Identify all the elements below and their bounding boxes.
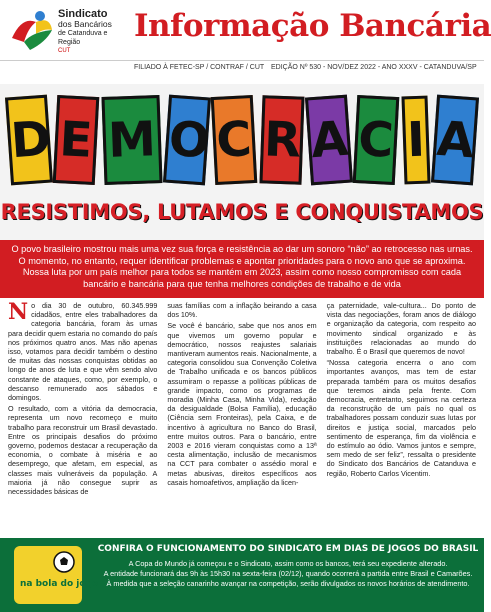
article-column-1 [8,301,157,537]
union-name-line2: dos Bancários [58,19,112,29]
democracia-letter: A [305,95,353,186]
article-paragraph: “Nossa categoria encerra o ano com importantes avanços, mas tem de estar preparada também para os muitos desafios que teremos ainda pela frente. Com democracia, entretanto, seguimos na certeza da reconstrução de um país no qual os trabalhadores possam conduzir suas lutas por direitos e justiça social, marcados pelo sentimento de esperança, fim da violência e do estímulo ao ódio. Vamos juntos e sempre, sem medo de ser feliz”, ressalta o presidente do Sindicato dos Bancários de Catanduva e região, Roberto Carlos Vicentim. [326,358,476,478]
democracia-letter: R [259,95,304,184]
democracia-letter: E [53,95,100,185]
banner-line: À medida que a seleção canarinho avançar na competição, serão divulgados os novos horários de atendimento. [106,579,470,588]
article-paragraph [8,301,157,402]
soccer-ball-icon [14,546,99,604]
democracia-lettering [8,94,476,186]
article-paragraph: O resultado, com a vitória da democracia, representa um novo recomeço e muito trabalho para reconstruir um Brasil devastado. Entre os principais desafios do próximo governo, podemos destacar a recuperação da economia, o combate à miséria e ao desemprego, que afetam, em especial, as classes mais vulneráveis da população. A maioria já não consegue suprir as necessidades básicas de [8,404,158,497]
democracia-letter: C [211,95,258,185]
union-name-line1: Sindicato [58,8,108,20]
banner-line: A entidade funcionará das 9h às 15h30 na sexta-feira (02/12), quando ocorrerá a partida entre Brasil e Camarões. [103,569,473,578]
hero-illustration [0,84,484,240]
headline: RESISTIMOS, LUTAMOS E CONQUISTAMOS [0,200,484,224]
intro-box [0,240,484,298]
democracia-letter: A [431,95,479,186]
democracia-letter: O [163,95,211,186]
article-paragraph: suas famílias com a inflação beirando a casa dos 10%. [167,301,317,320]
union-logo-icon [6,8,58,56]
democracia-letter: I [401,96,430,185]
banner-text [96,559,480,589]
article-body [8,301,476,537]
union-name-line4: CUT [58,48,71,54]
intro-text: O povo brasileiro mostrou mais uma vez sua força e resistência ao dar um sonoro “não” ao retrocesso nas urnas. O momento, no entanto, requer identificar problemas e apontar prioridades para o novo ano que se aproxima. Nossa luta por um país melhor para todos se mantém em 2023, assim como nosso compromisso com cada bancário e bancária para que tenha melhores condições de trabalho e de vida [11,244,473,289]
masthead [0,0,491,84]
article-column-3 [327,301,476,537]
article-paragraph: Se você é bancário, sabe que nos anos em que vivemos um governo popular e democrático, nossos reajustes salariais mantiveram aumentos reais. Nacionalmente, a categoria consolidou sua Convenção Coletiva de Trabalho unificada e os bancos públicos assumiram o repasse a políticas públicas de grande impacto, como os programas de moradia (Minha Casa, Minha Vida), redução da desigualdade (Bolsa Família), educação (Ciência sem Fronteiras), pela Caixa, e de incentivo à agricultura no Banco do Brasil, entre muitos outros. Para o bancário, entre 2003 e 2016 vieram conquistas como a 13ª cesta alimentação, inclusão de mecanismos na CCT para combater o assédio moral e metas abusivas, direitos específicos aos casais homoafetivos, ampliação da licen- [167,321,317,487]
democracia-letter: C [353,95,400,185]
article-column-2 [167,301,316,537]
democracia-letter: D [5,95,53,186]
world-cup-banner [0,538,484,612]
article-paragraph: ça paternidade, vale-cultura... Do ponto de vista das negociações, foram anos de diálogo e organização da categoria, com respeito ao movimento sindical organizado e às instituições relacionadas ao mundo do trabalho. É o Brasil que queremos de novo! [326,301,476,357]
democracia-letter: M [101,95,162,185]
drop-cap: N [8,299,29,325]
na-bola-do-jogo-logo [14,546,99,604]
union-name-line3: de Catanduva e Região [58,30,108,46]
banner-logo-text: na bola do jogo [20,579,99,589]
article-text: o dia 30 de outubro, 60.345.999 cidadãos, entre eles trabalhadores da categoria bancária, foram às urnas para decidir quem estaria no comando do país nos próximos quatro anos. Mas não apenas isso, votamos para decidir também o destino de muitas das nossas conquistas obtidas ao longo de anos de luta e que vêm sendo alvo constante de ataques, como, por exemplo, o descanso remunerado aos sábados e domingos. [8,301,158,403]
edition-text: EDIÇÃO Nº 530 - NOV/DEZ 2022 - ANO XXXV - CATANDUVA/SP [271,64,477,71]
newspaper-title: Informação Bancária [134,8,491,44]
affiliation-text: FILIADO À FETEC-SP / CONTRAF / CUT [134,64,265,71]
union-name [58,8,128,56]
masthead-subline [0,60,484,78]
banner-line: A Copa do Mundo já começou e o Sindicato, assim como os bancos, terá seu expediente alterado. [128,559,448,568]
banner-title: CONFIRA O FUNCIONAMENTO DO SINDICATO EM DIAS DE JOGOS DO BRASIL [97,544,479,554]
